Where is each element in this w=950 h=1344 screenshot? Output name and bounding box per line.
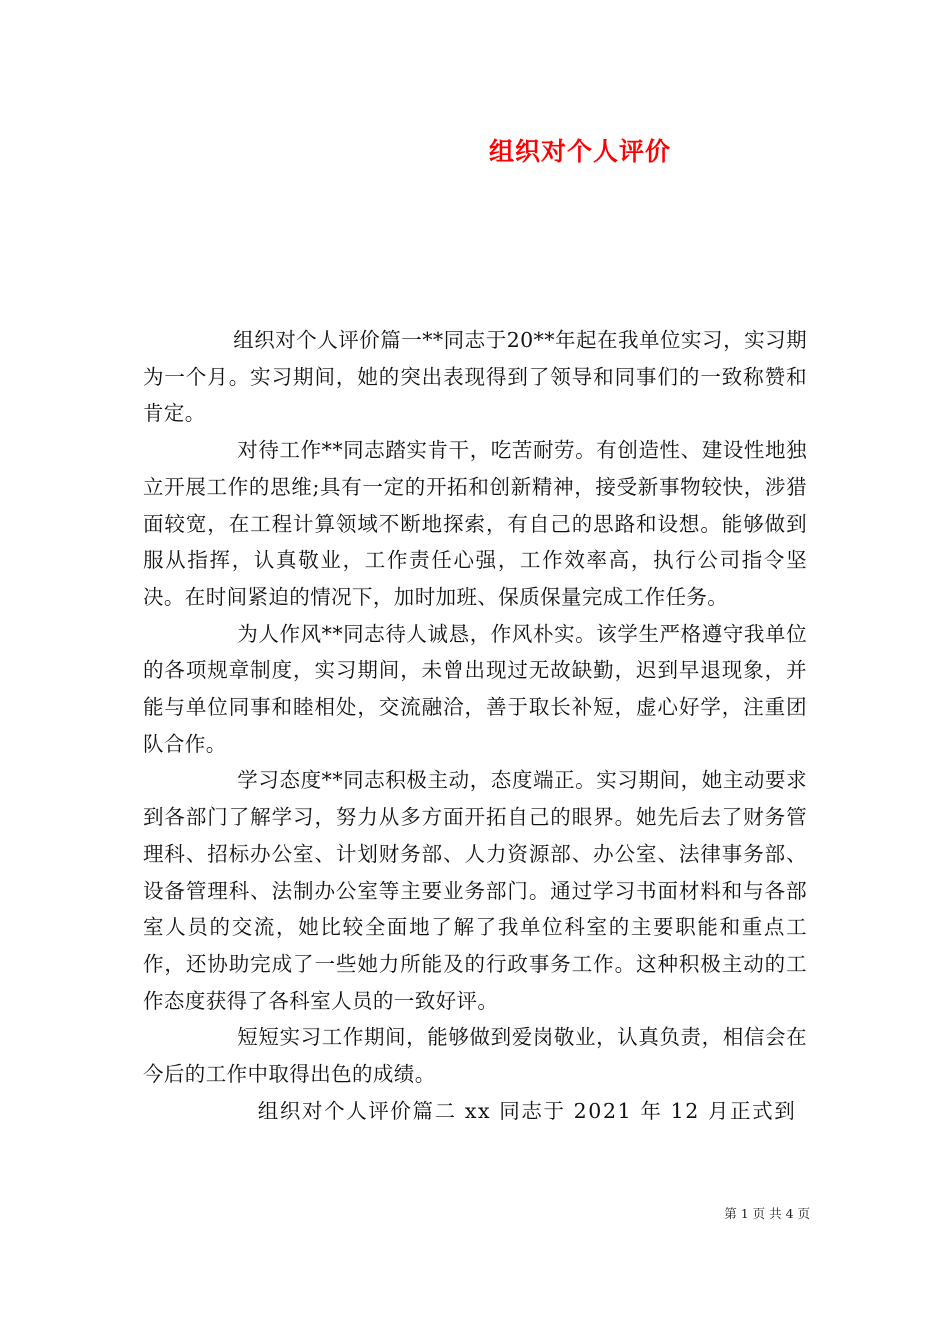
page-title: 组织对个人评价	[488, 137, 671, 166]
paragraph-intro: 组织对个人评价篇一**同志于20**年起在我单位实习，实习期为一个月。实习期间，她的突出表现得到了领导和同事们的一致称赞和肯定。	[143, 328, 807, 426]
paragraph-work-attitude: 对待工作**同志踏实肯干，吃苦耐劳。有创造性、建设性地独立开展工作的思维;具有一定的开拓和创新精神，接受新事物较快，涉猎面较宽，在工程计算领域不断地探索，有自己的思路和设想。能够做到服从指挥，认真敬业，工作责任心强，工作效率高，执行公司指令坚决。在时间紧迫的情况下，加时加班、保质保量完成工作任务。	[143, 438, 807, 609]
page-number-footer: 第 1 页 共 4 页	[724, 1206, 810, 1221]
paragraph-conduct: 为人作风**同志待人诚恳，作风朴实。该学生严格遵守我单位的各项规章制度，实习期间，未曾出现过无故缺勤，迟到早退现象，并能与单位同事和睦相处，交流融洽，善于取长补短，虚心好学，注重团队合作。	[143, 621, 807, 756]
document-body	[143, 322, 807, 1129]
paragraph-summary: 短短实习工作期间，能够做到爱岗敬业，认真负责，相信会在今后的工作中取得出色的成绩。	[143, 1025, 807, 1087]
paragraph-part-two: 组织对个人评价篇二 xx 同志于 2021 年 12 月正式到	[257, 1098, 797, 1123]
paragraph-learning-attitude: 学习态度**同志积极主动，态度端正。实习期间，她主动要求到各部门了解学习，努力从多方面开拓自己的眼界。她先后去了财务管理科、招标办公室、计划财务部、人力资源部、办公室、法律事务部、设备管理科、法制办公室等主要业务部门。通过学习书面材料和与各部室人员的交流，她比较全面地了解了我单位科室的主要职能和重点工作，还协助完成了一些她力所能及的行政事务工作。这种积极主动的工作态度获得了各科室人员的一致好评。	[143, 768, 807, 1013]
